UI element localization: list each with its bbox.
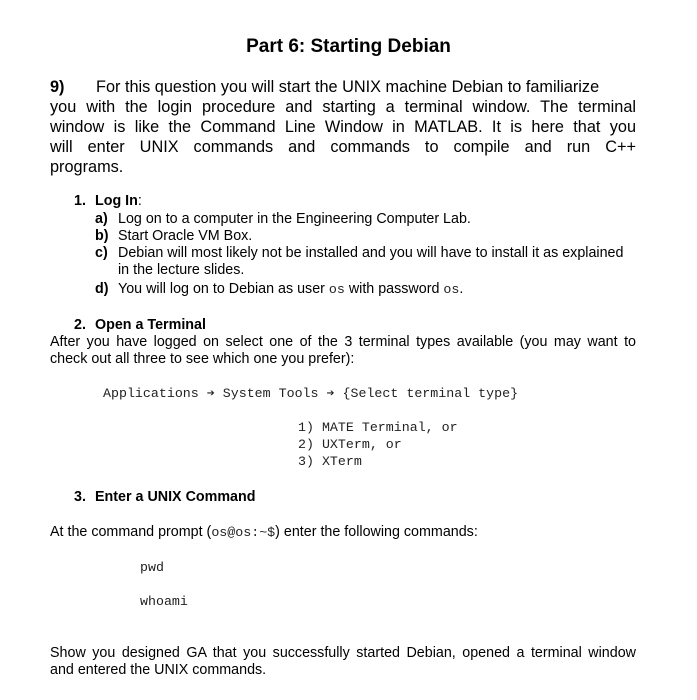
terminal-option: 2) UXTerm, or bbox=[298, 437, 402, 452]
menu-path bbox=[103, 386, 518, 401]
item-text-continued: in the lecture slides. bbox=[118, 262, 245, 278]
prompt-text: At the command prompt (os@os:~$) enter the following commands: bbox=[50, 524, 478, 540]
item-letter: c) bbox=[95, 245, 108, 261]
arrow-icon: ➔ bbox=[326, 386, 335, 401]
menu-system-tools: System Tools bbox=[222, 386, 319, 401]
step-number: 3. bbox=[74, 489, 86, 505]
step-title: Enter a UNIX Command bbox=[95, 489, 256, 505]
step-title: Log In bbox=[95, 193, 138, 209]
item-text: You will log on to Debian as user os with password os. bbox=[118, 281, 464, 297]
question-number: 9) bbox=[50, 78, 65, 96]
command-whoami: whoami bbox=[140, 594, 188, 609]
question-line: programs. bbox=[50, 158, 124, 176]
password-code: os bbox=[443, 282, 460, 297]
terminal-option: 1) MATE Terminal, or bbox=[298, 420, 458, 435]
item-letter: a) bbox=[95, 211, 108, 227]
menu-select-terminal: {Select terminal type} bbox=[342, 386, 519, 401]
question-line: will enter UNIX commands and commands to compile and run C++ bbox=[50, 138, 636, 156]
arrow-icon: ➔ bbox=[206, 386, 215, 401]
item-text: Log on to a computer in the Engineering Computer Lab. bbox=[118, 211, 471, 227]
prompt-code: os@os:~$ bbox=[211, 525, 276, 540]
page-title: Part 6: Starting Debian bbox=[246, 36, 451, 57]
closing-line: and entered the UNIX commands. bbox=[50, 662, 267, 678]
step-title: Open a Terminal bbox=[95, 317, 206, 333]
question-line: For this question you will start the UNIX machine Debian to familiarize bbox=[96, 78, 600, 96]
item-text: Debian will most likely not be installed and you will have to install it as explained bbox=[118, 245, 624, 261]
step-colon: : bbox=[137, 193, 142, 209]
menu-applications: Applications bbox=[103, 386, 199, 401]
command-pwd: pwd bbox=[140, 560, 164, 575]
question-line: you with the login procedure and starting a terminal window. The terminal bbox=[50, 98, 636, 116]
terminal-option: 3) XTerm bbox=[298, 454, 362, 469]
item-letter: d) bbox=[95, 281, 109, 297]
item-text: Start Oracle VM Box. bbox=[118, 228, 253, 244]
step-text: check out all three to see which one you prefer): bbox=[50, 351, 355, 367]
closing-line: Show you designed GA that you successfully started Debian, opened a terminal window bbox=[50, 645, 636, 661]
item-letter: b) bbox=[95, 228, 109, 244]
step-text: After you have logged on select one of the 3 terminal types available (you may want to bbox=[50, 334, 636, 350]
step-number: 1. bbox=[74, 193, 86, 209]
step-number: 2. bbox=[74, 317, 86, 333]
step-heading bbox=[95, 193, 142, 210]
username-code: os bbox=[328, 282, 345, 297]
question-line: window is like the Command Line Window in MATLAB. It is here that you bbox=[50, 118, 636, 136]
